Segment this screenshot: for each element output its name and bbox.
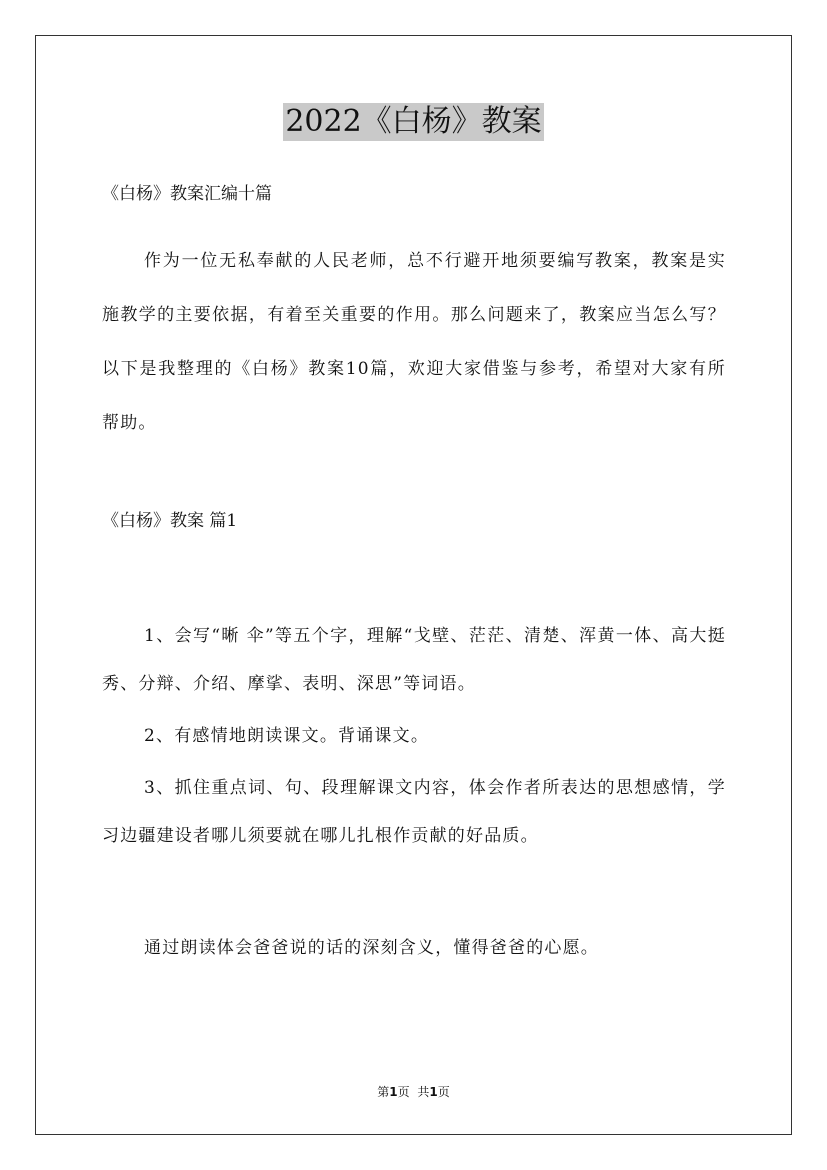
- total-suffix: 页: [437, 1085, 450, 1099]
- document-title: 2022《白杨》教案: [285, 104, 542, 139]
- title-container: [0, 103, 827, 141]
- teaching-goals: [102, 612, 726, 860]
- page-suffix: 页: [397, 1085, 410, 1099]
- goal-item: 3、抓住重点词、句、段理解课文内容，体会作者所表达的思想感情，学习边疆建设者哪儿须要就在哪儿扎根作贡献的好品质。: [102, 778, 726, 846]
- total-pages: 1: [429, 1085, 438, 1099]
- document-subtitle: 《白杨》教案汇编十篇: [102, 184, 272, 204]
- section-heading: 《白杨》教案 篇1: [102, 511, 238, 531]
- goal-item: 1、会写“晰 伞”等五个字，理解“戈壁、茫茫、清楚、浑黄一体、高大挺秀、分辩、介绍、摩挲、表明、深思”等词语。: [102, 626, 726, 694]
- page-number: 1: [389, 1085, 398, 1099]
- teaching-focus-paragraph: 通过朗读体会爸爸说的话的深刻含义，懂得爸爸的心愿。: [144, 938, 599, 958]
- page-footer: [0, 1084, 827, 1100]
- page-prefix: 第: [377, 1085, 390, 1099]
- intro-paragraph: 作为一位无私奉献的人民老师，总不行避开地须要编写教案，教案是实施教学的主要依据，有着至关重要的作用。那么问题来了，教案应当怎么写？以下是我整理的《白杨》教案10篇，欢迎大家借鉴与参考，希望对大家有所帮助。: [102, 251, 726, 433]
- total-prefix: 共: [417, 1085, 430, 1099]
- goal-item: 2、有感情地朗读课文。背诵课文。: [144, 726, 430, 746]
